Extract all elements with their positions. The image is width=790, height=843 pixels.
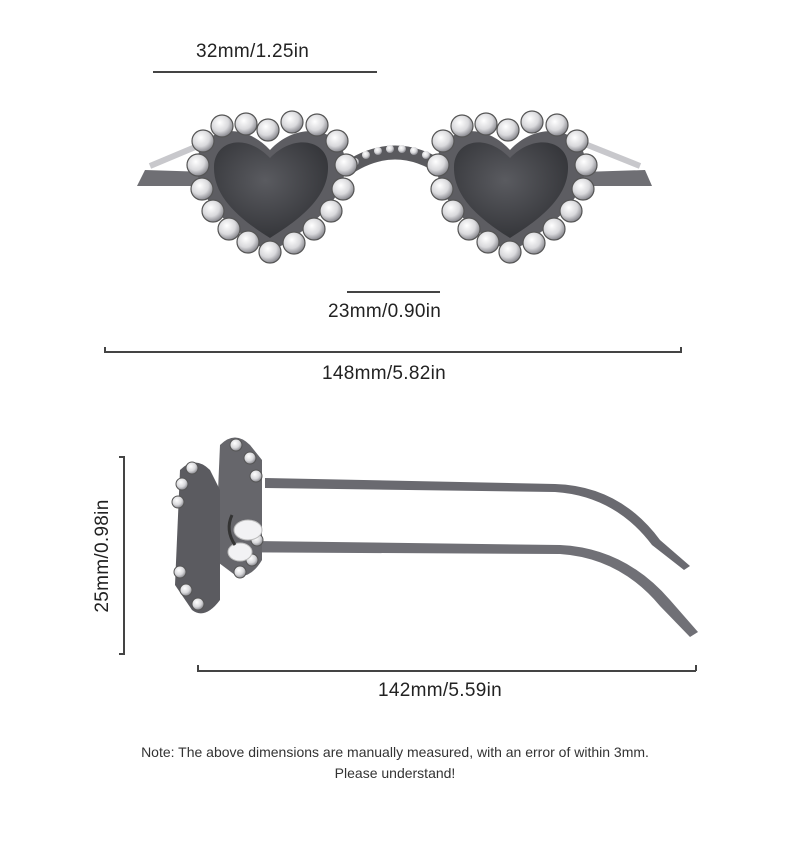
temple-length-line — [197, 670, 696, 672]
right-heart-frame — [427, 111, 597, 263]
lens-height-line — [123, 456, 125, 654]
left-heart-frame — [187, 111, 357, 263]
temple-length-tick-right — [695, 665, 697, 671]
note-line-1: Note: The above dimensions are manually measured, with an error of within 3mm. — [141, 744, 649, 760]
lens-height-label: 25mm/0.98in — [92, 499, 113, 613]
bridge-width-line — [347, 291, 440, 293]
frame-width-label: 148mm/5.82in — [322, 363, 447, 384]
measurement-note — [0, 742, 790, 784]
lens-width-label: 32mm/1.25in — [196, 41, 310, 62]
frame-width-tick-right — [680, 347, 682, 353]
frame-width-tick-left — [104, 347, 106, 353]
glasses-side-view — [172, 438, 698, 638]
temple-length-label: 142mm/5.59in — [378, 680, 503, 701]
frame-width-line — [104, 351, 681, 353]
lens-height-tick-top — [119, 456, 125, 458]
lens-height-tick-bottom — [119, 653, 125, 655]
bridge-width-label: 23mm/0.90in — [328, 301, 442, 322]
lens-width-line — [153, 71, 377, 73]
temple-length-tick-left — [197, 665, 199, 671]
note-line-2: Please understand! — [334, 765, 456, 781]
